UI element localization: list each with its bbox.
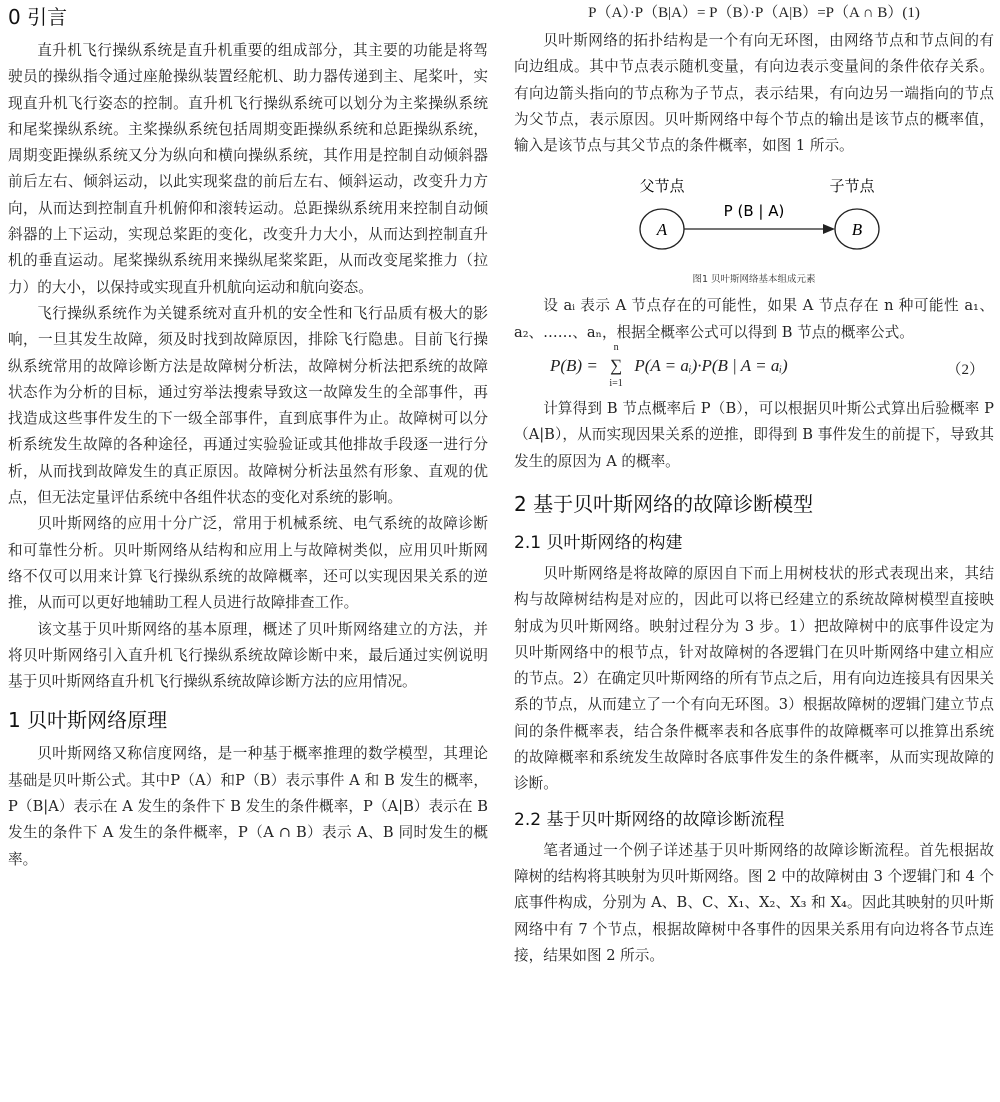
paragraph: 贝叶斯网络的应用十分广泛，常用于机械系统、电气系统的故障诊断和可靠性分析。贝叶斯网络从结构和应用上与故障树类似，应用贝叶斯网络不仅可以用来计算飞行操纵系统的故障概率，还可以实现因果关系的逆推，从而可以更好地辅助工程人员进行故障排查工作。 xyxy=(8,515,488,612)
paragraph: 计算得到 B 节点概率后 P（B），可以根据贝叶斯公式算出后验概率 P（A|B），从而实现因果关系的逆推，即得到 B 事件发生的前提下，导致其发生的原因为 A 的概率。 xyxy=(514,400,994,470)
arrow-head-icon xyxy=(823,224,835,234)
node-b-label: B xyxy=(851,220,863,240)
paragraph: 笔者通过一个例子详述基于贝叶斯网络的故障诊断流程。首先根据故障树的结构将其映射为贝叶斯网络。图 2 中的故障树由 3 个逻辑门和 4 个底事件构成，分别为 A、B、C、X₁、X₂、X₃ 和 X₄。因此其映射的贝叶斯网络中有 7 个节点，根据故障树中各事件的因果关系用有向边将各节点连接，结果如图 2 所示。 xyxy=(514,841,994,964)
left-column xyxy=(8,0,488,873)
section-heading-model: 2 基于贝叶斯网络的故障诊断模型 xyxy=(514,491,814,516)
sum-upper-limit: n xyxy=(613,342,619,354)
child-node-label: 子节点 xyxy=(829,177,875,196)
paragraph: 直升机飞行操纵系统是直升机重要的组成部分，其主要的功能是将驾驶员的操纵指令通过座舱操纵装置经舵机、助力器传递到主、尾桨叶，实现直升机飞行姿态的控制。直升机飞行操纵系统可以划分为主桨操纵系统和尾桨操纵系统。主桨操纵系统包括周期变距操纵系统和总距操纵系统，周期变距操纵系统又分为纵向和横向操纵系统，其作用是控制自动倾斜器前后左右、倾斜运动，以此实现桨盘的前后左右、倾斜运动，改变升力方向，从而达到控制直升机俯仰和滚转运动。总距操纵系统用来控制自动倾斜器的上下运动，实现总桨距的变化，改变升力大小，从而达到控制直升机的垂直运动。尾桨操纵系统用来操纵尾桨桨距，从而改变尾桨推力（拉力）的大小，以保持或实现直升机航向运动和航向姿态。 xyxy=(8,42,488,296)
summation xyxy=(605,342,627,390)
paragraph: 贝叶斯网络的拓扑结构是一个有向无环图，由网络节点和节点间的有向边组成。其中节点表示随机变量，有向边表示变量间的条件依存关系。有向边箭头指向的节点称为子节点，表示结果，有向边另一端指向的节点为父节点，表示原因。贝叶斯网络中每个节点的输出是该节点的概率值，输入是该节点与其父节点的条件概率，如图 1 所示。 xyxy=(514,32,994,155)
bayes-network-diagram xyxy=(514,169,994,269)
equation-1: P（A）·P（B|A）= P（B）·P（A|B）=P（A ∩ B）(1) xyxy=(588,5,920,21)
sum-symbol: ∑ xyxy=(610,356,623,376)
figure-1-caption: 图1 贝叶斯网络基本组成元素 xyxy=(692,274,816,286)
paragraph: 贝叶斯网络又称信度网络，是一种基于概率推理的数学模型，其理论基础是贝叶斯公式。其中P（A）和P（B）表示事件 A 和 B 发生的概率，P（B|A）表示在 A 发生的条件下 B 发生的条件概率，P（A|B）表示在 B 发生的条件下 A 发生的条件概率，P（A ∩ B）表示 A、B 同时发生的概率。 xyxy=(8,745,488,868)
section-heading-intro: 0 引言 xyxy=(8,5,68,29)
parent-node-label: 父节点 xyxy=(639,177,685,196)
paragraph: 贝叶斯网络是将故障的原因自下而上用树枝状的形式表现出来，其结构与故障树结构是对应的，因此可以将已经建立的系统故障树模型直接映射成为贝叶斯网络。映射过程分为 3 步。1）把故障树中的底事件设定为贝叶斯网络中的根节点，针对故障树的各逻辑门在贝叶斯网络中建立相应的节点。2）在确定贝叶斯网络的所有节点之后，用有向边连接具有因果关系的节点，从而建立了一个有向无环图。3）根据故障树的逻辑门建立节点间的条件概率表，结合条件概率表和各底事件的故障概率可以推算出系统的故障概率和系统发生故障时各底事件发生的条件概率，从而实现故障的诊断。 xyxy=(514,564,994,793)
sum-lower-limit: i=1 xyxy=(609,378,623,390)
edge-label: P (B | A) xyxy=(723,202,785,221)
figure-1 xyxy=(514,169,994,293)
subsection-heading-flow: 2.2 基于贝叶斯网络的故障诊断流程 xyxy=(514,809,785,830)
equation-2 xyxy=(514,342,994,396)
right-column xyxy=(514,0,994,969)
paragraph: 该文基于贝叶斯网络的基本原理，概述了贝叶斯网络建立的方法，并将贝叶斯网络引入直升机飞行操纵系统故障诊断中来，最后通过实例说明基于贝叶斯网络直升机飞行操纵系统故障诊断方法的应用情况。 xyxy=(8,620,488,691)
equation-2-number: （2） xyxy=(946,362,984,379)
equation-2-lhs: P(B) = xyxy=(550,356,598,376)
paragraph: 设 aᵢ 表示 A 节点存在的可能性，如果 A 节点存在 n 种可能性 a₁、a₂、……、aₙ，根据全概率公式可以得到 B 节点的概率公式。 xyxy=(514,297,994,341)
node-a-label: A xyxy=(656,220,668,240)
subsection-heading-build: 2.1 贝叶斯网络的构建 xyxy=(514,532,683,553)
paragraph: 飞行操纵系统作为关键系统对直升机的安全性和飞行品质有极大的影响，一旦其发生故障，须及时找到故障原因，排除飞行隐患。目前飞行操纵系统常用的故障诊断方法是故障树分析法，故障树分析法把系统的故障状态作为分析的目标，通过穷举法搜索导致这一故障发生的全部事件，再找造成这些事件发生的下一级全部事件，直到底事件为止。故障树可以分析系统发生故障的各种途径，再通过实验验证或其他排故手段逐一进行分析，从而找到故障发生的真正原因。故障树分析法虽然有形象、直观的优点，但无法定量评估系统中各组件状态的变化对系统的影响。 xyxy=(8,304,488,507)
section-heading-principle: 1 贝叶斯网络原理 xyxy=(8,708,168,733)
equation-2-rhs: P(A = aᵢ)·P(B | A = aᵢ) xyxy=(634,356,788,376)
